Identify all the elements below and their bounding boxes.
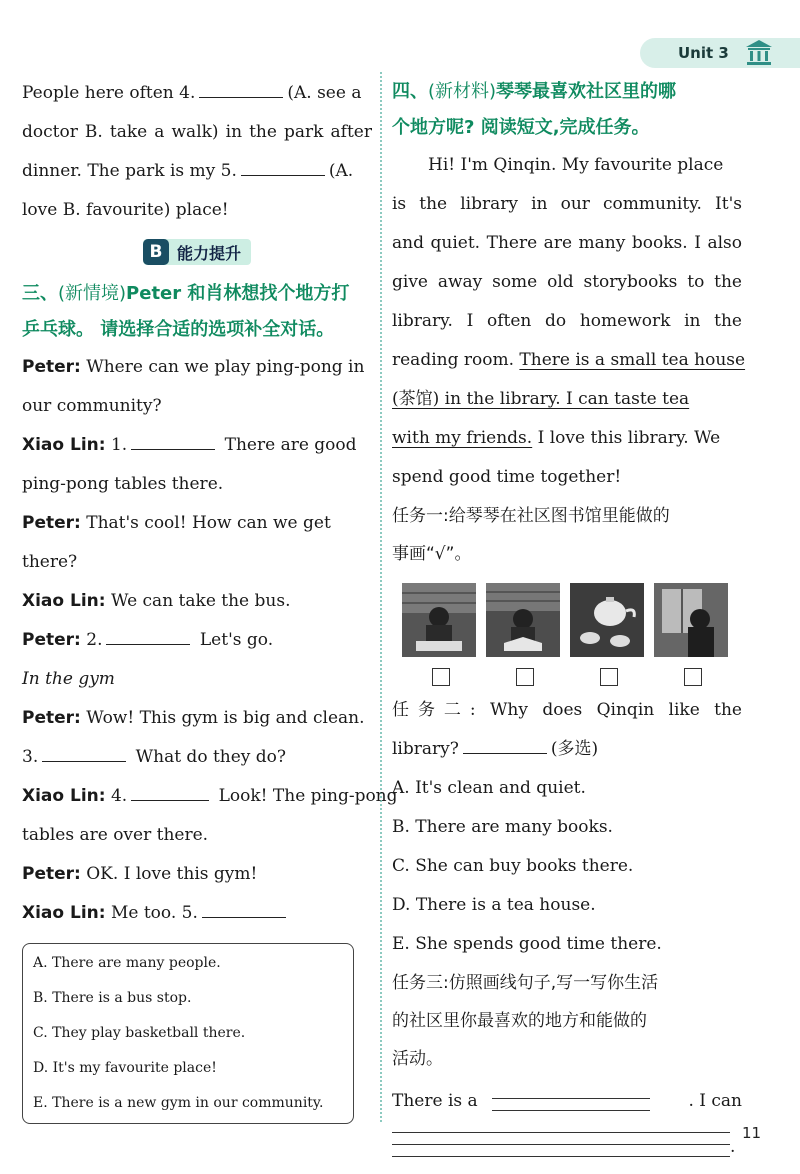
- task-1-checkboxes: [432, 663, 742, 691]
- dialogue-line: Xiao Lin: 1. There are good: [22, 426, 372, 465]
- task-2-option: D. There is a tea house.: [392, 895, 596, 915]
- task-2-answer-blank[interactable]: [463, 735, 547, 754]
- passage-line: library. I often do homework in the: [392, 311, 742, 331]
- answer-blank-5[interactable]: [241, 157, 325, 176]
- dialogue-blank-3[interactable]: [42, 743, 126, 762]
- task-2-option: C. She can buy books there.: [392, 856, 634, 876]
- unit-label: Unit 3: [678, 44, 729, 62]
- passage-line: [392, 380, 742, 419]
- continuation-line-3: dinner. The park is my 5. (A.: [22, 152, 372, 191]
- dialogue-line: Xiao Lin: 4. Look! The ping-pong: [22, 777, 372, 816]
- dialogue-line: 3. What do they do?: [22, 738, 372, 777]
- continuation-line-4: love B. favourite) place!: [22, 200, 229, 220]
- dialogue-line: Peter: OK. I love this gym!: [22, 864, 258, 884]
- task-3-blank-activity[interactable]: .: [392, 1121, 742, 1157]
- dialogue-line: Xiao Lin: Me too. 5.: [22, 894, 372, 933]
- task-2-option: A. It's clean and quiet.: [392, 778, 586, 798]
- passage-line: with my friends. I love this library. We: [392, 428, 721, 448]
- checkbox-3[interactable]: [600, 668, 618, 686]
- dialogue-line: Peter: 2. Let's go.: [22, 621, 372, 660]
- passage-line: is the library in our community. It's: [392, 194, 742, 214]
- task-3-prompt-line3: 活动。: [392, 1049, 443, 1069]
- dialogue-line: there?: [22, 552, 78, 572]
- section-b-letter: B: [143, 239, 169, 265]
- option-item: D. It's my favourite place!: [33, 1060, 217, 1076]
- options-box: [22, 943, 354, 1124]
- girl-reading-image: [486, 583, 560, 657]
- task-1-pictures: [402, 583, 742, 657]
- dialogue-line: Peter: That's cool! How can we get: [22, 513, 331, 533]
- underlined-sentence: (茶馆) in the library. I can taste tea: [392, 389, 690, 409]
- task-2-option: E. She spends good time there.: [392, 934, 662, 954]
- passage-line: spend good time together!: [392, 467, 622, 487]
- section-4-title-line2: 个地方呢? 阅读短文,完成任务。: [392, 117, 650, 138]
- dialogue-blank-5[interactable]: [202, 899, 286, 918]
- option-item: C. They play basketball there.: [33, 1025, 246, 1041]
- girl-doing-homework-image: [402, 583, 476, 657]
- section-b-banner: [22, 232, 372, 272]
- checkbox-1[interactable]: [432, 668, 450, 686]
- section-3-title-line2: 乒乓球。 请选择合适的选项补全对话。: [22, 319, 335, 340]
- speaker-xiaolin: Xiao Lin: [22, 435, 99, 455]
- dialogue-line: Peter: Wow! This gym is big and clean.: [22, 708, 365, 728]
- section-3-title: 三、(新情境)Peter 和肖林想找个地方打: [22, 283, 350, 304]
- task-3-writing-line: There is a . I can: [392, 1082, 742, 1121]
- continuation-line-1: People here often 4. (A. see a: [22, 74, 372, 113]
- dialogue-blank-4[interactable]: [131, 782, 209, 801]
- tea-set-image: [570, 583, 644, 657]
- answer-blank-4[interactable]: [199, 79, 283, 98]
- left-column: [22, 74, 398, 1124]
- passage-line: Hi! I'm Qinqin. My favourite place: [428, 155, 724, 175]
- passage-line: reading room. There is a small tea house: [392, 350, 746, 370]
- option-item: E. There is a new gym in our community.: [33, 1095, 324, 1111]
- checkbox-4[interactable]: [684, 668, 702, 686]
- task-3-prompt: 任务三:仿照画线句子,写一写你生活: [392, 973, 659, 993]
- girl-at-window-image: [654, 583, 728, 657]
- underlined-sentence: There is a small tea house: [519, 350, 746, 370]
- section-4-title: 四、(新材料)琴琴最喜欢社区里的哪: [392, 81, 677, 102]
- dialogue-line: Peter: Where can we play ping-pong in: [22, 357, 365, 377]
- dialogue-blank-2[interactable]: [106, 626, 190, 645]
- task-3-blank-place[interactable]: [492, 1087, 650, 1111]
- dialogue-blank-1[interactable]: [131, 431, 215, 450]
- underlined-sentence: with my friends.: [392, 428, 533, 448]
- dialogue-line: our community?: [22, 396, 162, 416]
- task-3-prompt-line2: 的社区里你最喜欢的地方和能做的: [392, 1011, 647, 1031]
- passage-line: give away some old storybooks to the: [392, 272, 742, 292]
- task-2-prompt: 任务二: Why does Qinqin like the: [392, 700, 742, 720]
- section-b-title: 能力提升: [176, 243, 241, 263]
- page-number: 11: [742, 1124, 762, 1142]
- section-b-badge: [143, 239, 251, 265]
- option-item: A. There are many people.: [33, 955, 221, 971]
- right-column: [392, 74, 746, 1157]
- library-building-icon: [744, 38, 774, 66]
- checkbox-2[interactable]: [516, 668, 534, 686]
- dialogue-line: ping-pong tables there.: [22, 474, 224, 494]
- passage-line: and quiet. There are many books. I also: [392, 233, 742, 253]
- task-1-prompt-line2: 事画“√”。: [392, 544, 472, 564]
- continuation-line-2: doctor B. take a walk) in the park after: [22, 122, 372, 142]
- scene-label: In the gym: [22, 669, 115, 689]
- dialogue-line: tables are over there.: [22, 825, 209, 845]
- column-divider: [380, 72, 382, 1122]
- task-2-option: B. There are many books.: [392, 817, 613, 837]
- option-item: B. There is a bus stop.: [33, 990, 192, 1006]
- unit-tab: [640, 38, 800, 68]
- task-1-prompt: 任务一:给琴琴在社区图书馆里能做的: [392, 506, 670, 526]
- task-2-prompt-line2: library? (多选): [392, 730, 742, 769]
- dialogue-line: Xiao Lin: We can take the bus.: [22, 591, 291, 611]
- speaker-peter: Peter: [22, 357, 75, 377]
